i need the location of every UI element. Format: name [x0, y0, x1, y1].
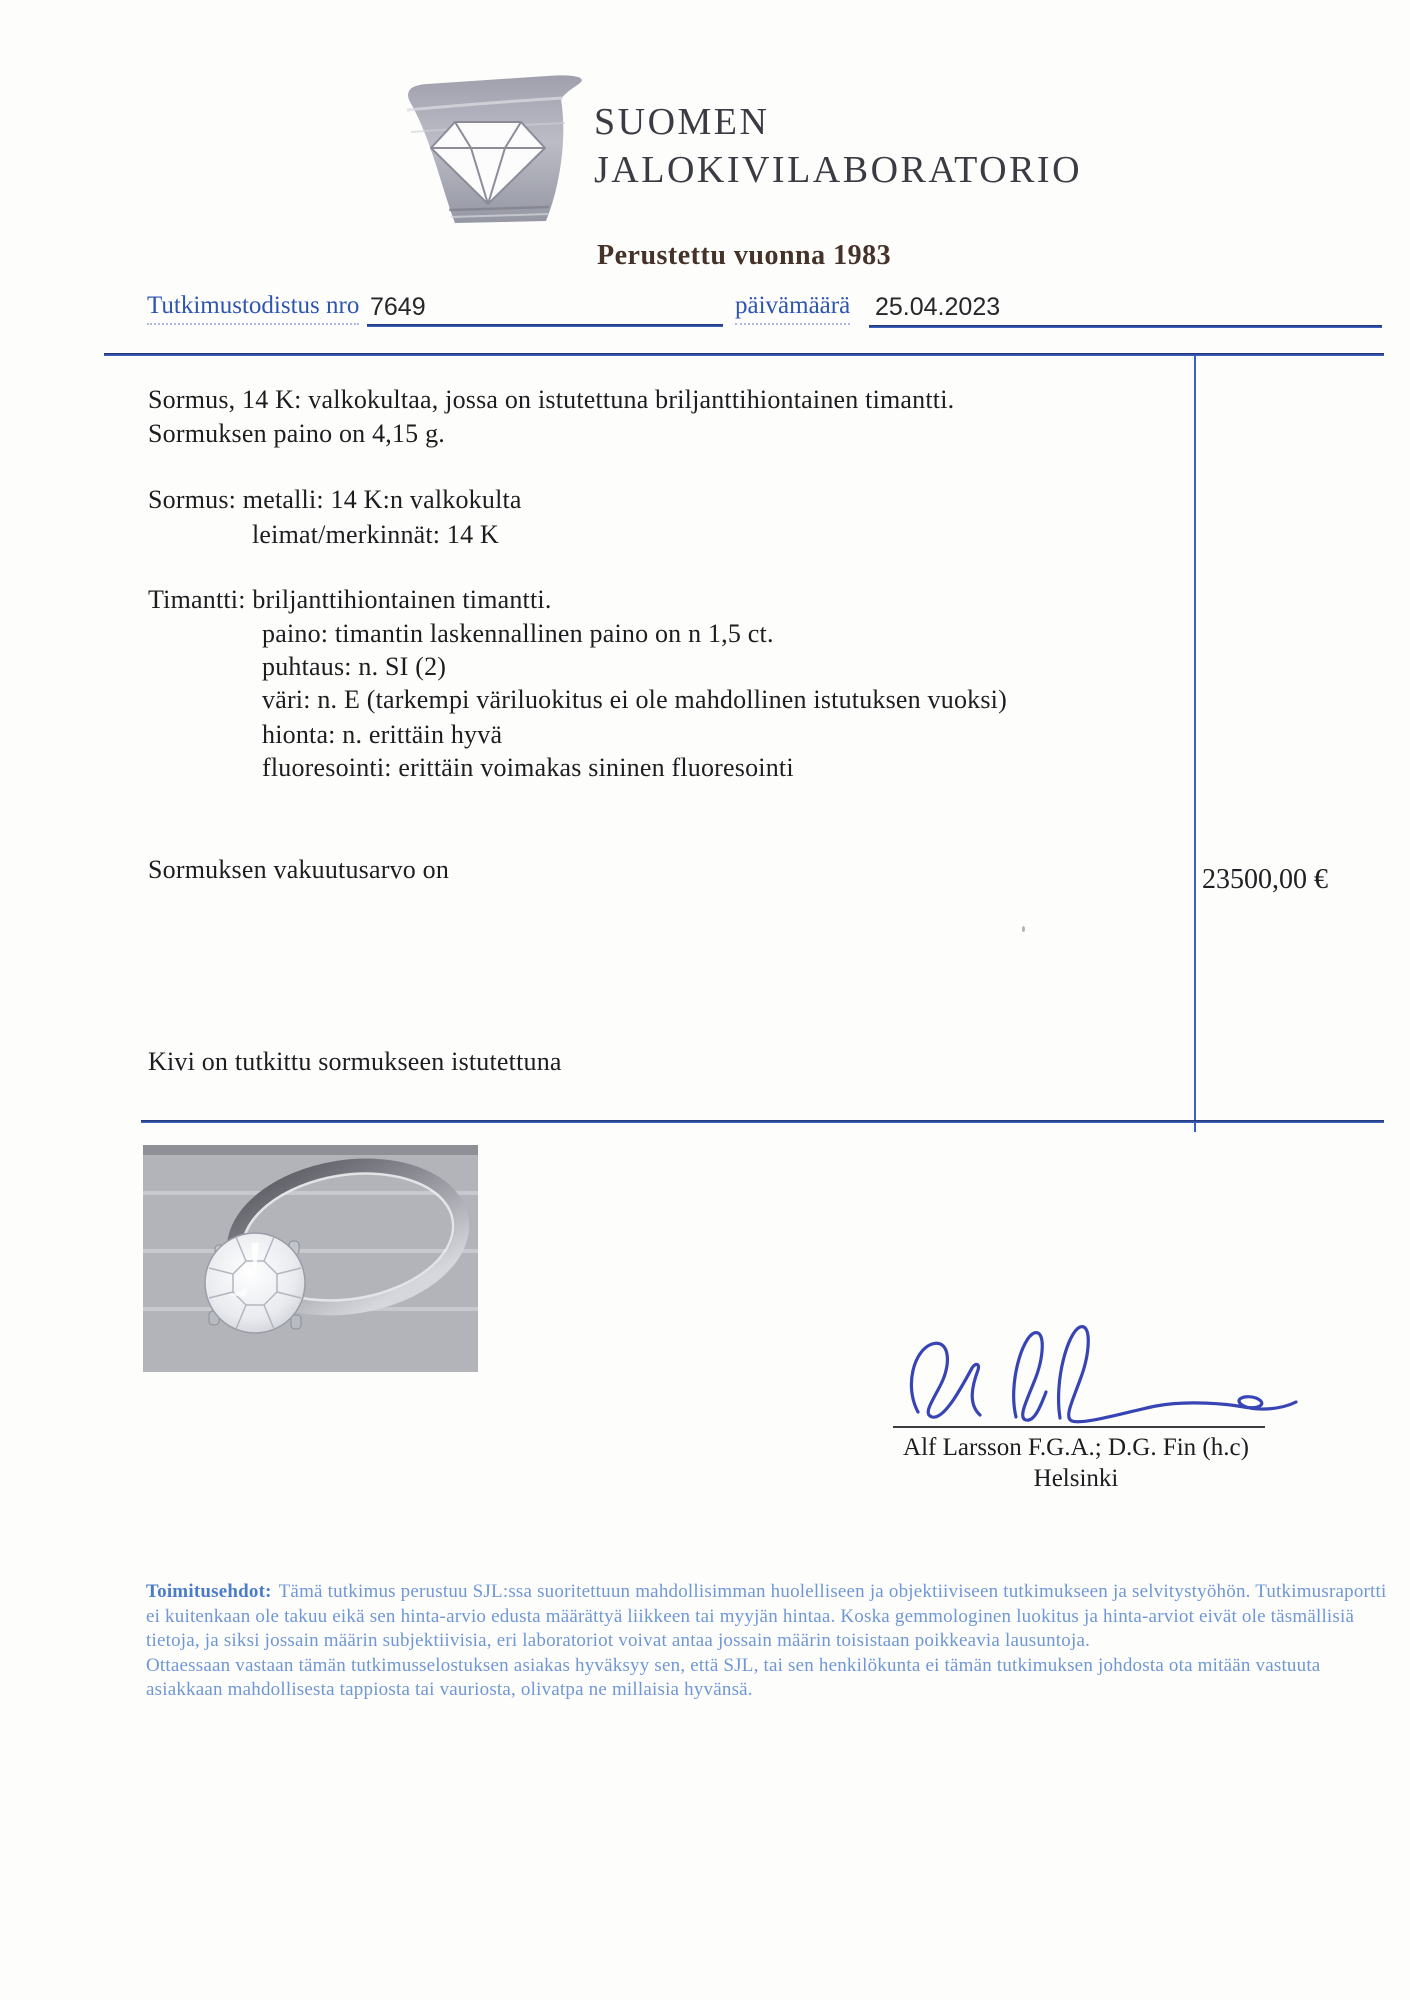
mount-note: Kivi on tutkittu sormukseen istutettuna: [148, 1047, 562, 1076]
diamond-clarity-line: puhtaus: n. SI (2): [262, 652, 447, 681]
signature-block: [880, 1432, 1272, 1494]
diamond-color-line: väri: n. E (tarkempi väriluokitus ei ole mahdollinen istutuksen vuoksi): [262, 685, 1007, 714]
lab-name-line1: SUOMEN: [594, 101, 770, 143]
insurance-value: 23500,00 €: [1202, 864, 1328, 895]
bottom-rule: [141, 1120, 1384, 1123]
date-value: 25.04.2023: [875, 293, 1001, 321]
scan-speck: [1022, 926, 1025, 932]
insurance-label: Sormuksen vakuutusarvo on: [148, 855, 450, 884]
diamond-stone: [205, 1233, 305, 1333]
terms-label: Toimitusehdot:: [146, 1581, 272, 1602]
terms-line-1: [146, 1581, 1387, 1603]
ring-marks-line: leimat/merkinnät: 14 K: [252, 520, 500, 549]
terms-line-4: Ottaessaan vastaan tämän tutkimusselostuksen asiakas hyväksyy sen, että SJL, tai sen henkilökunta ei tämän tutkimuksen johdosta ota mitään vastuuta: [146, 1655, 1321, 1676]
ring-metal-line: Sormus: metalli: 14 K:n valkokulta: [148, 485, 522, 514]
value-column-rule: [1194, 356, 1196, 1132]
terms-line-3: tietoja, ja siksi jossain määrin subjektiivisia, eri laboratoriot voivat antaa jossain määrin toisistaan poikkeavia lausuntoja.: [146, 1630, 1091, 1651]
certificate-number-value: 7649: [370, 293, 426, 321]
diamond-weight-line: paino: timantin laskennallinen paino on n 1,5 ct.: [262, 619, 774, 648]
summary-line-1: Sormus, 14 K: valkokultaa, jossa on istutettuna briljanttihiontainen timantti.: [148, 385, 955, 414]
diamond-heading-line: Timantti: briljanttihiontainen timantti.: [148, 585, 552, 614]
certificate-number-label: Tutkimustodistus nro: [147, 292, 359, 325]
signature-line: [893, 1426, 1265, 1428]
signature-scribble: [888, 1320, 1298, 1432]
terms-line-2: ei kuitenkaan ole takuu eikä sen hinta-arvio edusta määrättyä liikkeen tai myyjän hintaa. Koska gemmologinen luokitus ja hinta-arviot eivät ole täsmällisiä: [146, 1606, 1355, 1627]
lab-tagline: Perustettu vuonna 1983: [597, 240, 892, 271]
lab-logo: [391, 74, 585, 226]
date-underline: [869, 325, 1382, 328]
date-label: päivämäärä: [735, 292, 850, 325]
terms-line-5: asiakkaan mahdollisesta tappiosta tai vauriosta, olivatpa ne millaisia hyvänsä.: [146, 1679, 753, 1700]
lab-name-line2: JALOKIVILABORATORIO: [594, 149, 1083, 191]
signer-city: Helsinki: [1033, 1465, 1119, 1492]
signer-name: Alf Larsson F.G.A.; D.G. Fin (h.c): [903, 1434, 1249, 1461]
lab-name: [594, 98, 1082, 194]
ring-photo: [143, 1145, 478, 1372]
diamond-icon: [391, 74, 585, 226]
top-rule: [104, 353, 1384, 356]
diamond-cut-line: hionta: n. erittäin hyvä: [262, 720, 503, 749]
diamond-fluorescence-line: fluoresointi: erittäin voimakas sininen fluoresointi: [262, 753, 794, 782]
summary-line-2: Sormuksen paino on 4,15 g.: [148, 419, 445, 448]
terms-text-1: Tämä tutkimus perustuu SJL:ssa suoritettuun mahdollisimman huolelliseen ja objektiiviseen tutkimukseen ja selvitystyöhön. Tutkimusraportti: [278, 1581, 1387, 1602]
certificate-number-underline: [367, 324, 723, 327]
